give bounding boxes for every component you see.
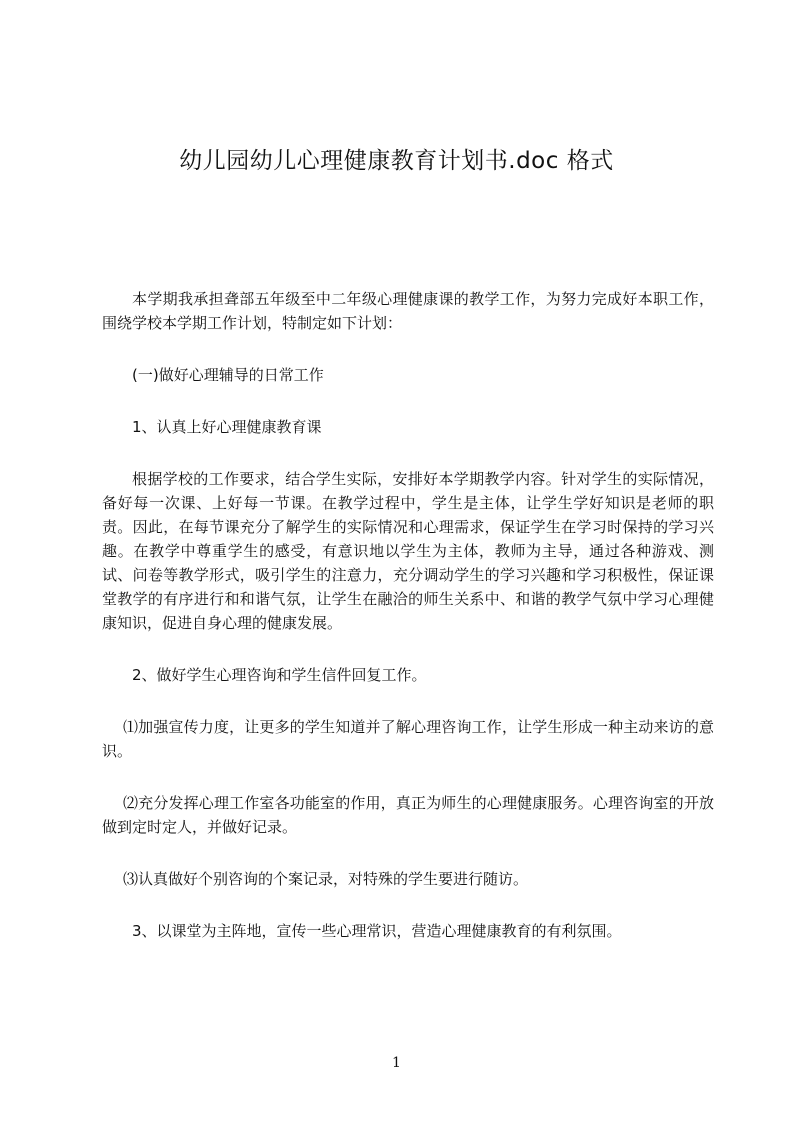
page-number: 1 (392, 1055, 401, 1071)
counseling-point-1: ⑴加强宣传力度，让更多的学生知道并了解心理咨询工作，让学生形成一种主动来访的意识。 (102, 718, 714, 760)
intro-paragraph: 本学期我承担聋部五年级至中二年级心理健康课的教学工作，为努力完成好本职工作，围绕学校本学期工作计划，特制定如下计划： (102, 290, 714, 332)
document-body (102, 287, 714, 971)
item-heading-counseling: 2、做好学生心理咨询和学生信件回复工作。 (132, 666, 427, 684)
teaching-paragraph: 根据学校的工作要求，结合学生实际，安排好本学期教学内容。针对学生的实际情况，备好每一次课、上好每一节课。在教学过程中，学生是主体，让学生学好知识是老师的职责。因此，在每节课充分了解学生的实际情况和心理需求，保证学生在学习时保持的学习兴趣。在教学中尊重学生的感受，有意识地以学生为主体，教师为主导，通过各种游戏、测试、问卷等教学形式，吸引学生的注意力，充分调动学生的学习兴趣和学习积极性，保证课堂教学的有序进行和和谐气氛，让学生在融洽的师生关系中、和谐的教学气氛中学习心理健康知识，促进自身心理的健康发展。 (102, 470, 714, 632)
document-title: 幼儿园幼儿心理健康教育计划书.doc 格式 (179, 148, 614, 174)
item-heading-teach-class: 1、认真上好心理健康教育课 (132, 418, 322, 436)
counseling-point-2: ⑵充分发挥心理工作室各功能室的作用，真正为师生的心理健康服务。心理咨询室的开放做到定时定人，并做好记录。 (102, 794, 714, 836)
counseling-point-3: ⑶认真做好个别咨询的个案记录，对特殊的学生要进行随访。 (123, 870, 529, 888)
section-heading-daily-work: (一)做好心理辅导的日常工作 (132, 366, 324, 384)
item-heading-classroom: 3、以课堂为主阵地，宣传一些心理常识，营造心理健康教育的有利氛围。 (132, 922, 622, 940)
